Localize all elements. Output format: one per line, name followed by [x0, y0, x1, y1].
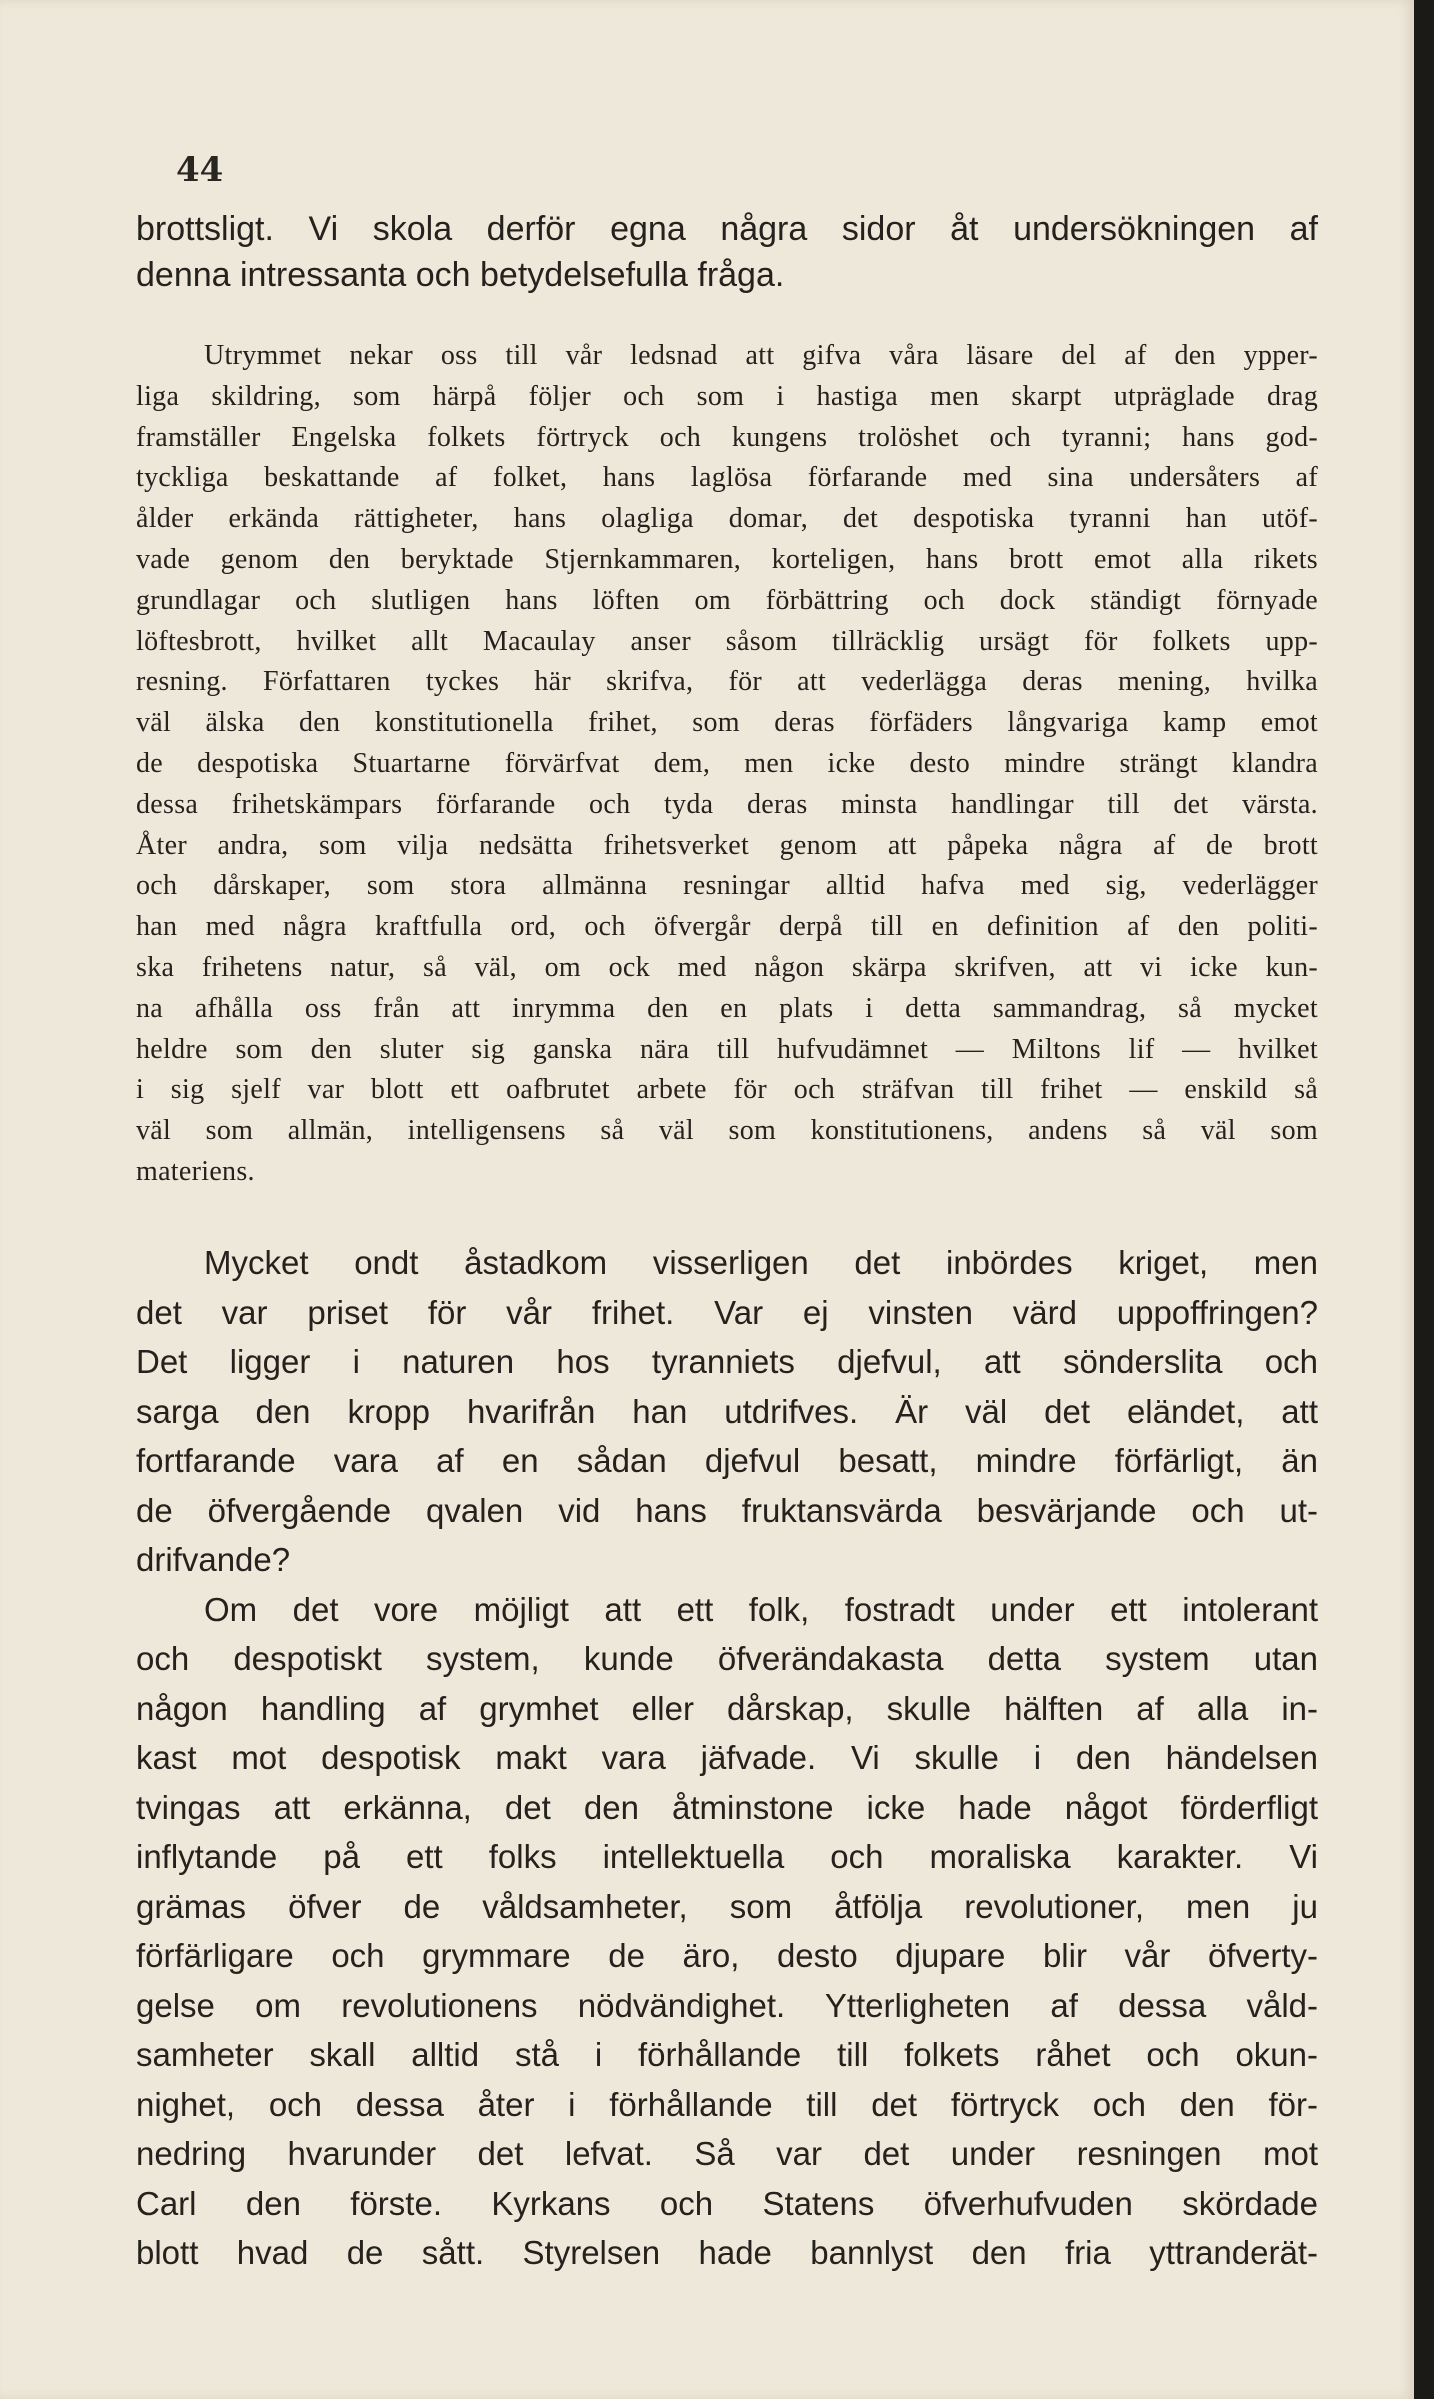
- opening-text: [136, 206, 1318, 298]
- text-line: ska frihetens natur, så väl, om ock med någon skärpa skrifven, att vi icke kun-: [136, 951, 1318, 983]
- text-line: väl som allmän, intelligensens så väl som konstitutionens, andens så väl som: [136, 1115, 1318, 1147]
- text-line: fortfarande vara af en sådan djefvul besatt, mindre förfärligt, än: [136, 1442, 1318, 1479]
- text-line: Åter andra, som vilja nedsätta frihetsverket genom att påpeka några af de brott: [136, 829, 1318, 861]
- text-line: grundlagar och slutligen hans löften om förbättring och dock ständigt förnyade: [136, 584, 1318, 616]
- text-line: gelse om revolutionens nödvändighet. Ytterligheten af dessa våld-: [136, 1986, 1318, 2024]
- text-line: Om det vore möjligt att ett folk, fostradt under ett intolerant: [204, 1590, 1318, 1628]
- text-line: förfärligare och grymmare de äro, desto djupare blir vår öfverty-: [136, 1937, 1318, 1974]
- text-line: samheter skall alltid stå i förhållande till folkets råhet och okun-: [136, 2036, 1318, 2073]
- text-line: drifvande?: [136, 1541, 291, 1578]
- text-line: de despotiska Stuartarne förvärfvat dem, men icke desto mindre strängt klandra: [136, 747, 1318, 779]
- text-line: Utrymmet nekar oss till vår ledsnad att gifva våra läsare del af den ypper-: [204, 340, 1318, 371]
- text-line: och despotiskt system, kunde öfverändakasta detta system utan: [136, 1640, 1318, 1677]
- text-line: de öfvergående qvalen vid hans fruktansvärda besvärjande och ut-: [136, 1491, 1318, 1529]
- text-line: tyckliga beskattande af folket, hans laglösa förfarande med sina undersåters af: [136, 462, 1318, 494]
- text-line: framställer Engelska folkets förtryck och kungens trolöshet och tyranni; hans god-: [136, 421, 1318, 453]
- text-line: na afhålla oss från att inrymma den en plats i detta sammandrag, så mycket: [136, 992, 1318, 1024]
- text-line: dessa frihetskämpars förfarande och tyda deras minsta handlingar till det värsta.: [136, 788, 1318, 820]
- page-edge: [1414, 0, 1434, 2399]
- text-line: liga skildring, som härpå följer och som i hastiga men skarpt utpräglade drag: [136, 380, 1318, 412]
- page-number: 44: [176, 150, 224, 190]
- text-line: inflytande på ett folks intellektuella och moraliska karakter. Vi: [136, 1838, 1318, 1875]
- text-line: blott hvad de sått. Styrelsen hade bannlyst den fria yttranderät-: [136, 2234, 1318, 2271]
- text-line: i sig sjelf var blott ett oafbrutet arbete för och sträfvan till frihet — enskild så: [136, 1074, 1318, 1106]
- text-line: kast mot despotisk makt vara jäfvade. Vi skulle i den händelsen: [136, 1739, 1318, 1776]
- text-line: någon handling af grymhet eller dårskap, skulle hälften af alla in-: [136, 1689, 1318, 1727]
- text-line: Mycket ondt åstadkom visserligen det inbördes kriget, men: [204, 1244, 1318, 1281]
- text-line: Carl den förste. Kyrkans och Statens öfverhufvuden skördade: [136, 2184, 1318, 2222]
- quoted-paragraph: [136, 336, 1318, 1193]
- text-line: och dårskaper, som stora allmänna resningar alltid hafva med sig, vederlägger: [136, 870, 1318, 902]
- text-line: tvingas att erkänna, det den åtminstone icke hade något förderfligt: [136, 1788, 1318, 1826]
- text-line: väl älska den konstitutionella frihet, som deras förfäders långvariga kamp emot: [136, 707, 1318, 739]
- text-line: vade genom den beryktade Stjernkammaren, korteligen, hans brott emot alla rikets: [136, 543, 1318, 575]
- main-text: [136, 1238, 1318, 2278]
- text-line: denna intressanta och betydelsefulla fråga.: [136, 256, 785, 294]
- text-line: löftesbrott, hvilket allt Macaulay anser såsom tillräcklig ursägt för folkets upp-: [136, 625, 1318, 657]
- text-line: det var priset för vår frihet. Var ej vinsten värd uppoffringen?: [136, 1293, 1318, 1331]
- text-line: brottsligt. Vi skola derför egna några sidor åt undersökningen af: [136, 210, 1318, 248]
- text-line: ålder erkända rättigheter, hans olagliga domar, det despotiska tyranni han utöf-: [136, 503, 1318, 535]
- text-line: han med några kraftfulla ord, och öfvergår derpå till en definition af den politi-: [136, 911, 1318, 943]
- text-line: resning. Författaren tyckes här skrifva, för att vederlägga deras mening, hvilka: [136, 666, 1318, 698]
- text-line: materiens.: [136, 1155, 255, 1187]
- text-line: Det ligger i naturen hos tyranniets djefvul, att sönderslita och: [136, 1343, 1318, 1380]
- text-line: nighet, och dessa åter i förhållande till det förtryck och den för-: [136, 2085, 1318, 2123]
- text-line: nedring hvarunder det lefvat. Så var det under resningen mot: [136, 2135, 1318, 2172]
- text-line: sarga den kropp hvarifrån han utdrifves. Är väl det eländet, att: [136, 1392, 1318, 1430]
- text-line: heldre som den sluter sig ganska nära till hufvudämnet — Miltons lif — hvilket: [136, 1033, 1318, 1065]
- text-line: grämas öfver de våldsamheter, som åtfölja revolutioner, men ju: [136, 1887, 1318, 1925]
